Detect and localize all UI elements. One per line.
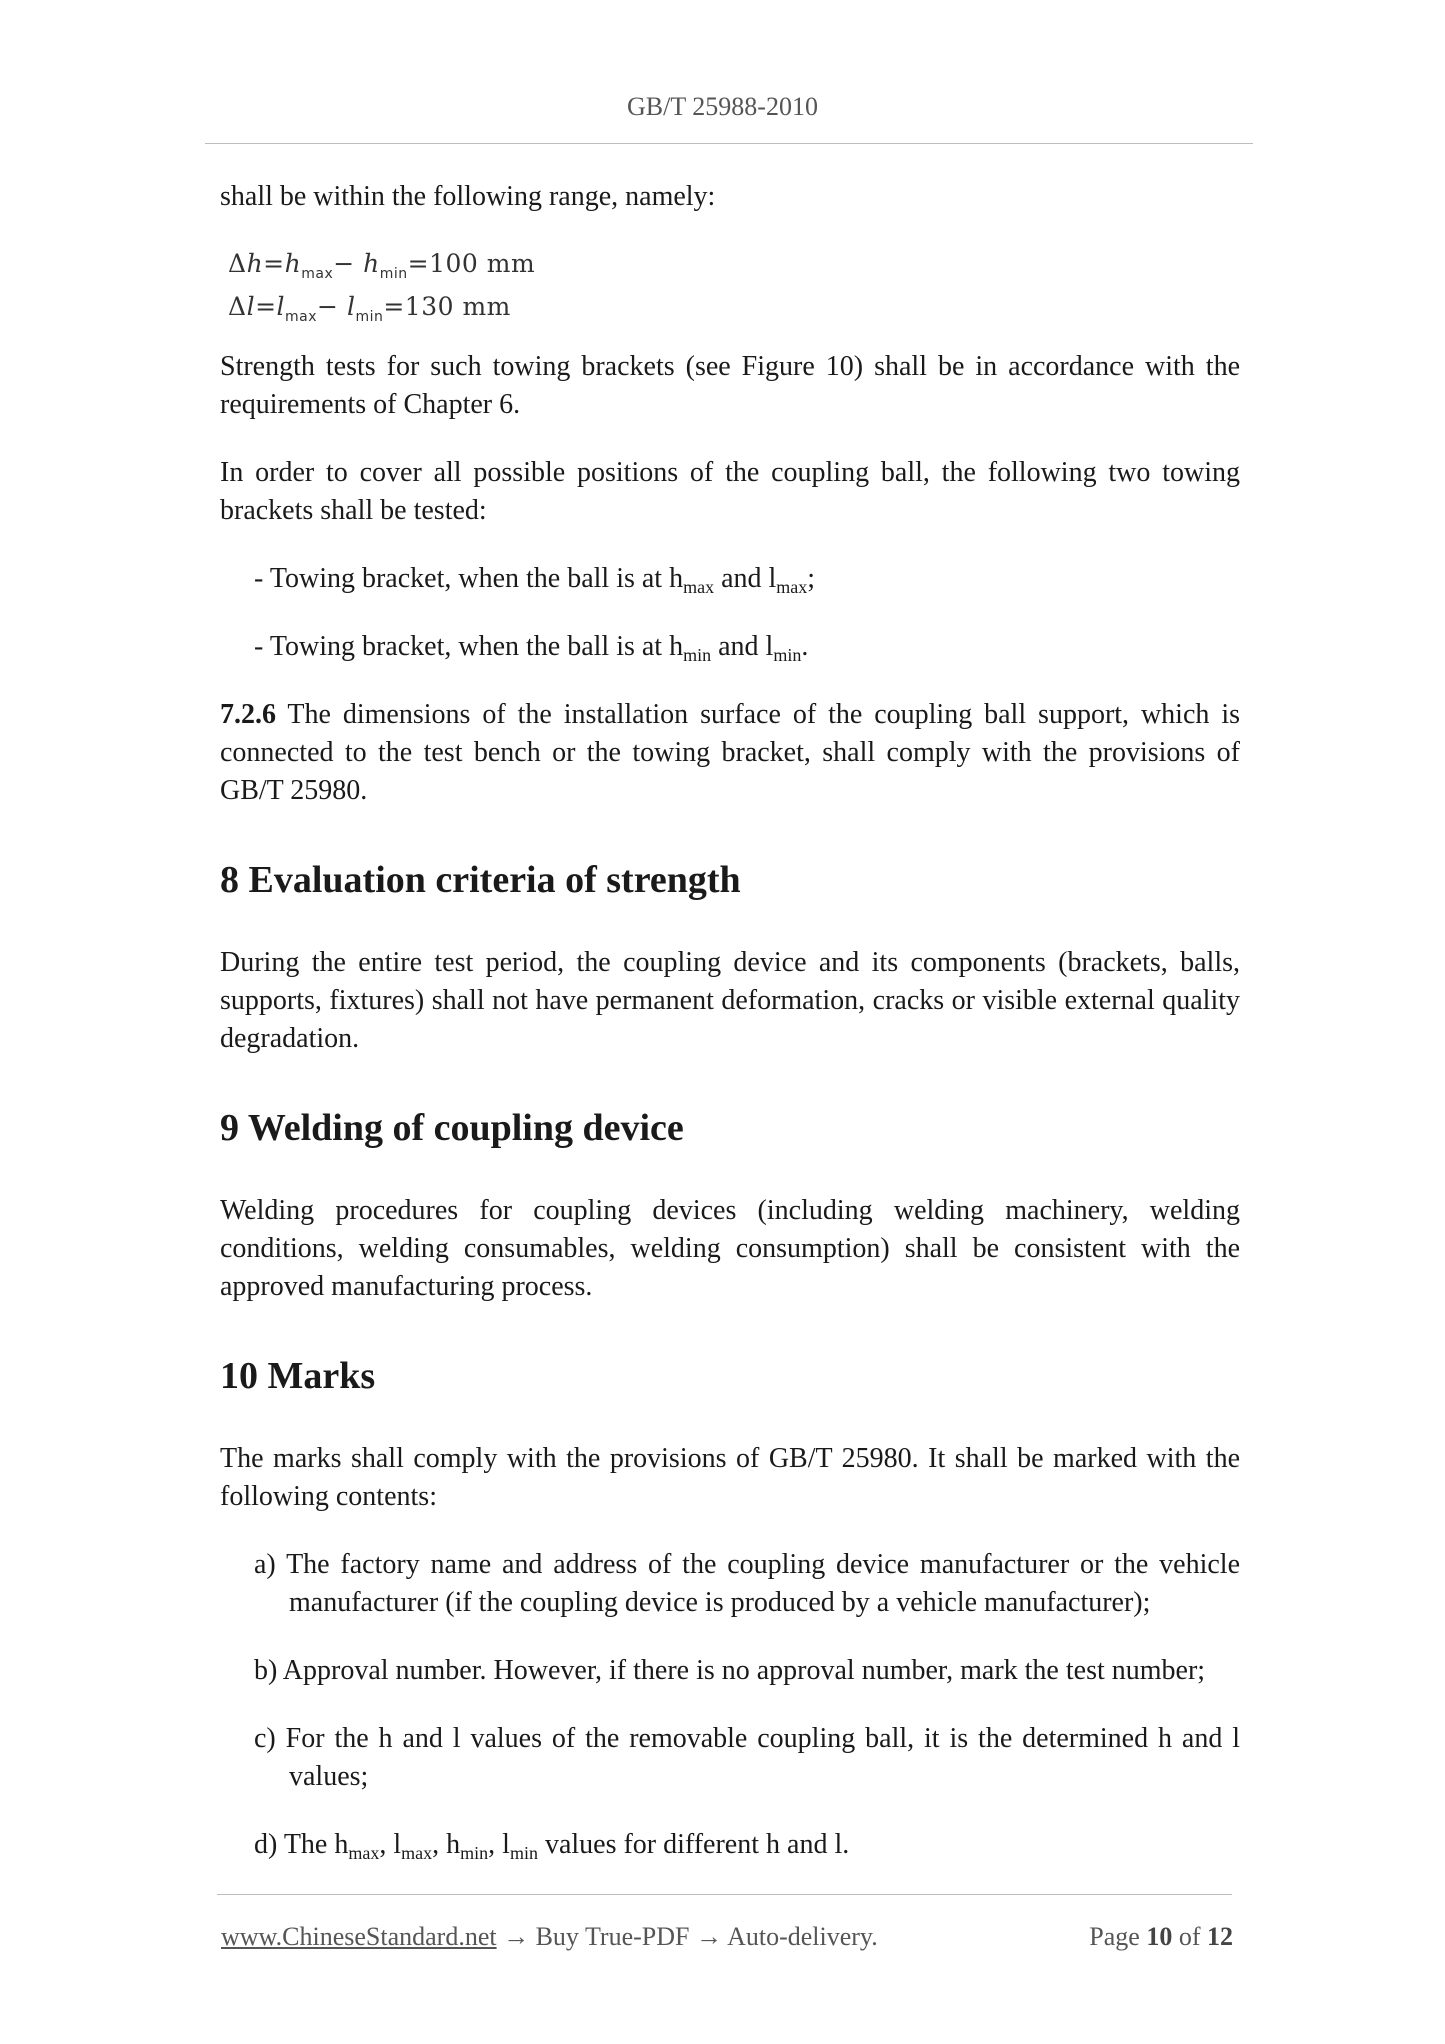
total-pages: 12 <box>1207 1922 1233 1951</box>
subscript-max: max <box>776 577 808 597</box>
formula-sub-min: min <box>379 266 408 282</box>
formula-h-symbol: h <box>246 249 264 278</box>
clause-7-2-6 <box>220 696 1240 810</box>
item-text: , l <box>488 1829 510 1860</box>
formula-h-value: =100 mm <box>407 249 536 278</box>
item-text: d) The h <box>254 1829 349 1860</box>
of-label: of <box>1178 1922 1201 1951</box>
footer-left <box>221 1922 878 1952</box>
arrow-right-icon: → <box>696 1922 722 1951</box>
formula-delta-l: $\Delta l=l_{max}- l_{min}=130$ mm <box>228 292 511 325</box>
subscript-min: min <box>773 645 802 665</box>
arrow-right-icon: → <box>503 1922 530 1951</box>
bullet-max <box>254 560 1240 598</box>
formula-block <box>228 242 1240 328</box>
subscript: max <box>401 1843 433 1863</box>
item-text: , l <box>379 1829 402 1860</box>
clause-text: The dimensions of the installation surface of the coupling ball support, which is connected to the test bench or the towing bracket, shall comply with the provisions of GB/T 25980. <box>220 699 1240 806</box>
section-8-heading: 8 Evaluation criteria of strength <box>220 859 741 901</box>
delivery-text: Auto-delivery. <box>722 1922 878 1951</box>
subscript: min <box>509 1843 538 1863</box>
header-divider <box>205 143 1253 144</box>
bullet-text: - Towing bracket, when the ball is at h <box>254 631 684 662</box>
formula-sub-max: max <box>285 309 318 325</box>
formula-sub-max: max <box>301 266 334 282</box>
section-10-heading: 10 Marks <box>220 1355 376 1397</box>
clause-number: 7.2.6 <box>220 699 276 730</box>
subscript: max <box>348 1843 380 1863</box>
section-9-heading: 9 Welding of coupling device <box>220 1107 684 1149</box>
formula-l-symbol-max: l <box>276 292 286 321</box>
mark-item-d <box>254 1826 1240 1864</box>
bullet-text: and l <box>711 631 774 662</box>
page-number <box>1089 1922 1233 1952</box>
subscript-min: min <box>683 645 712 665</box>
formula-l-symbol-min: l <box>346 292 356 321</box>
formula-h-symbol-max: h <box>284 249 302 278</box>
bullet-min <box>254 628 1240 666</box>
buy-text: Buy True-PDF <box>529 1922 696 1951</box>
strength-paragraph: Strength tests for such towing brackets (see Figure 10) shall be in accordance with the requirements of Chapter 6. <box>220 351 1240 420</box>
page-content <box>220 178 1240 1864</box>
footer-divider <box>217 1894 1232 1895</box>
item-text: values for different h and l. <box>537 1829 850 1860</box>
page-label: Page <box>1089 1922 1140 1951</box>
formula-l-symbol: l <box>246 292 256 321</box>
formula-l-value: =130 mm <box>383 292 511 321</box>
page-header: GB/T 25988-2010 <box>627 92 818 121</box>
section-9-text: Welding procedures for coupling devices (including welding machinery, welding conditions, welding consumables, welding consumption) shall be consistent with the approved manufacturing process. <box>220 1195 1240 1302</box>
formula-sub-min: min <box>355 309 384 325</box>
mark-item-b: b) Approval number. However, if there is no approval number, mark the test number; <box>254 1655 1206 1686</box>
bullet-text: ; <box>807 563 816 594</box>
formula-delta-h: $\Delta h=h_{max}- h_{min}=100$ mm <box>228 249 536 282</box>
subscript: min <box>460 1843 489 1863</box>
mark-item-c: c) For the h and l values of the removable coupling ball, it is the determined h and l values; <box>254 1723 1240 1792</box>
page-footer <box>221 1922 1233 1962</box>
intro-text: shall be within the following range, namely: <box>220 181 716 212</box>
section-10-intro: The marks shall comply with the provisions of GB/T 25980. It shall be marked with the following contents: <box>220 1443 1240 1512</box>
cover-paragraph: In order to cover all possible positions of the coupling ball, the following two towing brackets shall be tested: <box>220 457 1240 526</box>
item-text: , h <box>432 1829 461 1860</box>
section-8-text: During the entire test period, the coupling device and its components (brackets, balls, supports, fixtures) shall not have permanent deformation, cracks or visible external quality degradation. <box>220 947 1240 1054</box>
site-link[interactable]: www.ChineseStandard.net <box>221 1922 497 1951</box>
mark-item-a: a) The factory name and address of the coupling device manufacturer or the vehicle manufacturer (if the coupling device is produced by a vehicle manufacturer); <box>254 1549 1240 1618</box>
bullet-text: and l <box>714 563 777 594</box>
subscript-max: max <box>683 577 715 597</box>
bullet-text: - Towing bracket, when the ball is at h <box>254 563 684 594</box>
formula-h-symbol-min: h <box>363 249 380 278</box>
current-page: 10 <box>1146 1922 1173 1951</box>
bullet-text: . <box>801 631 809 662</box>
